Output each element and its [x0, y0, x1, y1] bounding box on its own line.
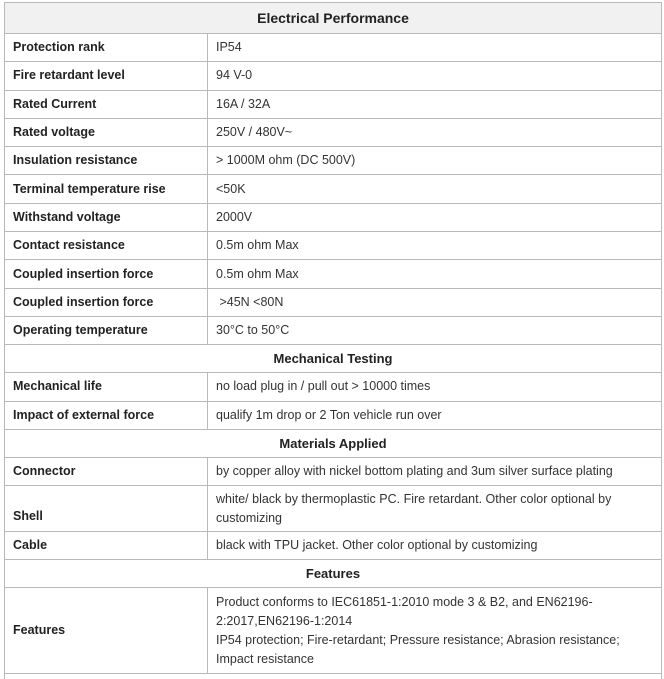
spec-label: Withstand voltage [5, 203, 208, 231]
spec-value-line: Product conforms to IEC61851-1:2010 mode 3 & B2, and EN62196-2:2017,EN62196-1:2014 [216, 594, 593, 628]
table-row [5, 118, 662, 146]
table-row [5, 203, 662, 231]
spec-value [208, 588, 662, 674]
table-row [5, 373, 662, 401]
table-continuation [4, 671, 662, 679]
spec-label: Mechanical life [5, 373, 208, 401]
spec-value: 0.5m ohm Max [208, 232, 662, 260]
table-row [5, 316, 662, 344]
spec-label: Cable [5, 532, 208, 560]
section-header-features [5, 560, 662, 588]
spec-label: Coupled insertion force [5, 288, 208, 316]
spec-label: Contact resistance [5, 232, 208, 260]
spec-value: > 1000M ohm (DC 500V) [208, 147, 662, 175]
spec-value: 30°C to 50°C [208, 316, 662, 344]
spec-label: Impact of external force [5, 401, 208, 429]
table-row [5, 588, 662, 674]
spec-label: Terminal temperature rise [5, 175, 208, 203]
spec-value: <50K [208, 175, 662, 203]
section-header-mechanical [5, 345, 662, 373]
spec-label: Coupled insertion force [5, 260, 208, 288]
spec-table [4, 2, 662, 674]
spec-value: 2000V [208, 203, 662, 231]
spec-label: Shell [5, 486, 208, 532]
table-row [5, 486, 662, 532]
spec-value: qualify 1m drop or 2 Ton vehicle run over [208, 401, 662, 429]
spec-label: Fire retardant level [5, 62, 208, 90]
spec-value: black with TPU jacket. Other color optional by customizing [208, 532, 662, 560]
section-header-materials [5, 429, 662, 457]
table-row [5, 175, 662, 203]
table-row [5, 34, 662, 62]
section-title: Electrical Performance [5, 3, 662, 34]
spec-label: Rated voltage [5, 118, 208, 146]
spec-value: 250V / 480V~ [208, 118, 662, 146]
spec-value: 0.5m ohm Max [208, 260, 662, 288]
section-title: Materials Applied [5, 429, 662, 457]
spec-label: Protection rank [5, 34, 208, 62]
table-row [5, 62, 662, 90]
spec-label: Insulation resistance [5, 147, 208, 175]
table-row [5, 147, 662, 175]
table-row [5, 260, 662, 288]
table-row [5, 232, 662, 260]
spec-value: white/ black by thermoplastic PC. Fire retardant. Other color optional by customizing [208, 486, 662, 532]
spec-label: Features [5, 588, 208, 674]
section-header-electrical [5, 3, 662, 34]
table-row [5, 532, 662, 560]
table-row [5, 457, 662, 485]
section-title: Mechanical Testing [5, 345, 662, 373]
table-row [5, 288, 662, 316]
spec-value: 16A / 32A [208, 90, 662, 118]
section-title: Features [5, 560, 662, 588]
spec-value: no load plug in / pull out > 10000 times [208, 373, 662, 401]
table-row [5, 401, 662, 429]
table-row [5, 90, 662, 118]
spec-value-line: IP54 protection; Fire-retardant; Pressure resistance; Abrasion resistance; Impact resistance [216, 632, 620, 666]
spec-value: >45N <80N [208, 288, 662, 316]
spec-value: IP54 [208, 34, 662, 62]
spec-value: 94 V-0 [208, 62, 662, 90]
spec-value: by copper alloy with nickel bottom plating and 3um silver surface plating [208, 457, 662, 485]
spec-label: Connector [5, 457, 208, 485]
spec-label: Operating temperature [5, 316, 208, 344]
spec-label: Rated Current [5, 90, 208, 118]
